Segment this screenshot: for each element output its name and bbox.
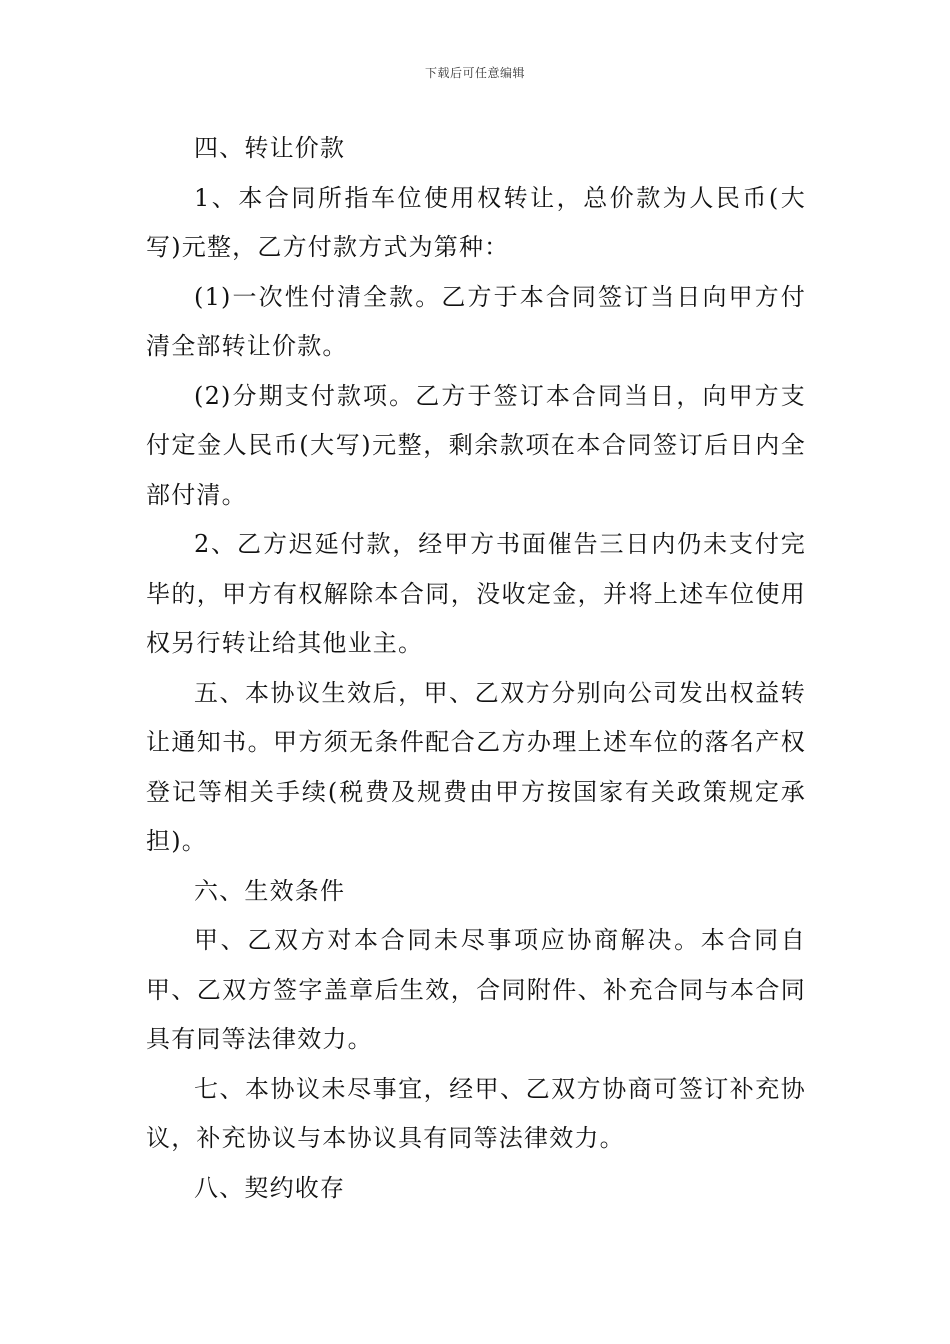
section-heading-effect: 六、生效条件 — [194, 876, 346, 905]
page-header: 下载后可任意编辑 — [424, 66, 525, 80]
paragraph-section-seven: 七、本协议未尽事宜，经甲、乙双方协商可签订补充协议，补充协议与本协议具有同等法律效力。 — [146, 1074, 806, 1152]
document-body — [146, 124, 806, 1213]
paragraph-effect-conditions: 甲、乙双方对本合同未尽事项应协商解决。本合同自甲、乙双方签字盖章后生效，合同附件、补充合同与本合同具有同等法律效力。 — [146, 926, 806, 1053]
paragraph-late-payment: 2、乙方迟延付款，经甲方书面催告三日内仍未支付完毕的，甲方有权解除本合同，没收定金，并将上述车位使用权另行转让给其他业主。 — [146, 530, 806, 657]
paragraph-installments: (2)分期支付款项。乙方于签订本合同当日，向甲方支付定金人民币(大写)元整，剩余款项在本合同签订后日内全部付清。 — [146, 381, 806, 509]
section-heading-storage: 八、契约收存 — [194, 1173, 346, 1202]
paragraph-total-price: 1、本合同所指车位使用权转让，总价款为人民币(大写)元整，乙方付款方式为第种： — [146, 183, 806, 261]
paragraph-lump-sum: (1)一次性付清全款。乙方于本合同签订当日向甲方付清全部转让价款。 — [146, 282, 806, 360]
section-heading-price: 四、转让价款 — [194, 134, 346, 162]
paragraph-section-five: 五、本协议生效后，甲、乙双方分别向公司发出权益转让通知书。甲方须无条件配合乙方办理上述车位的落名产权登记等相关手续(税费及规费由甲方按国家有关政策规定承担)。 — [146, 678, 806, 855]
